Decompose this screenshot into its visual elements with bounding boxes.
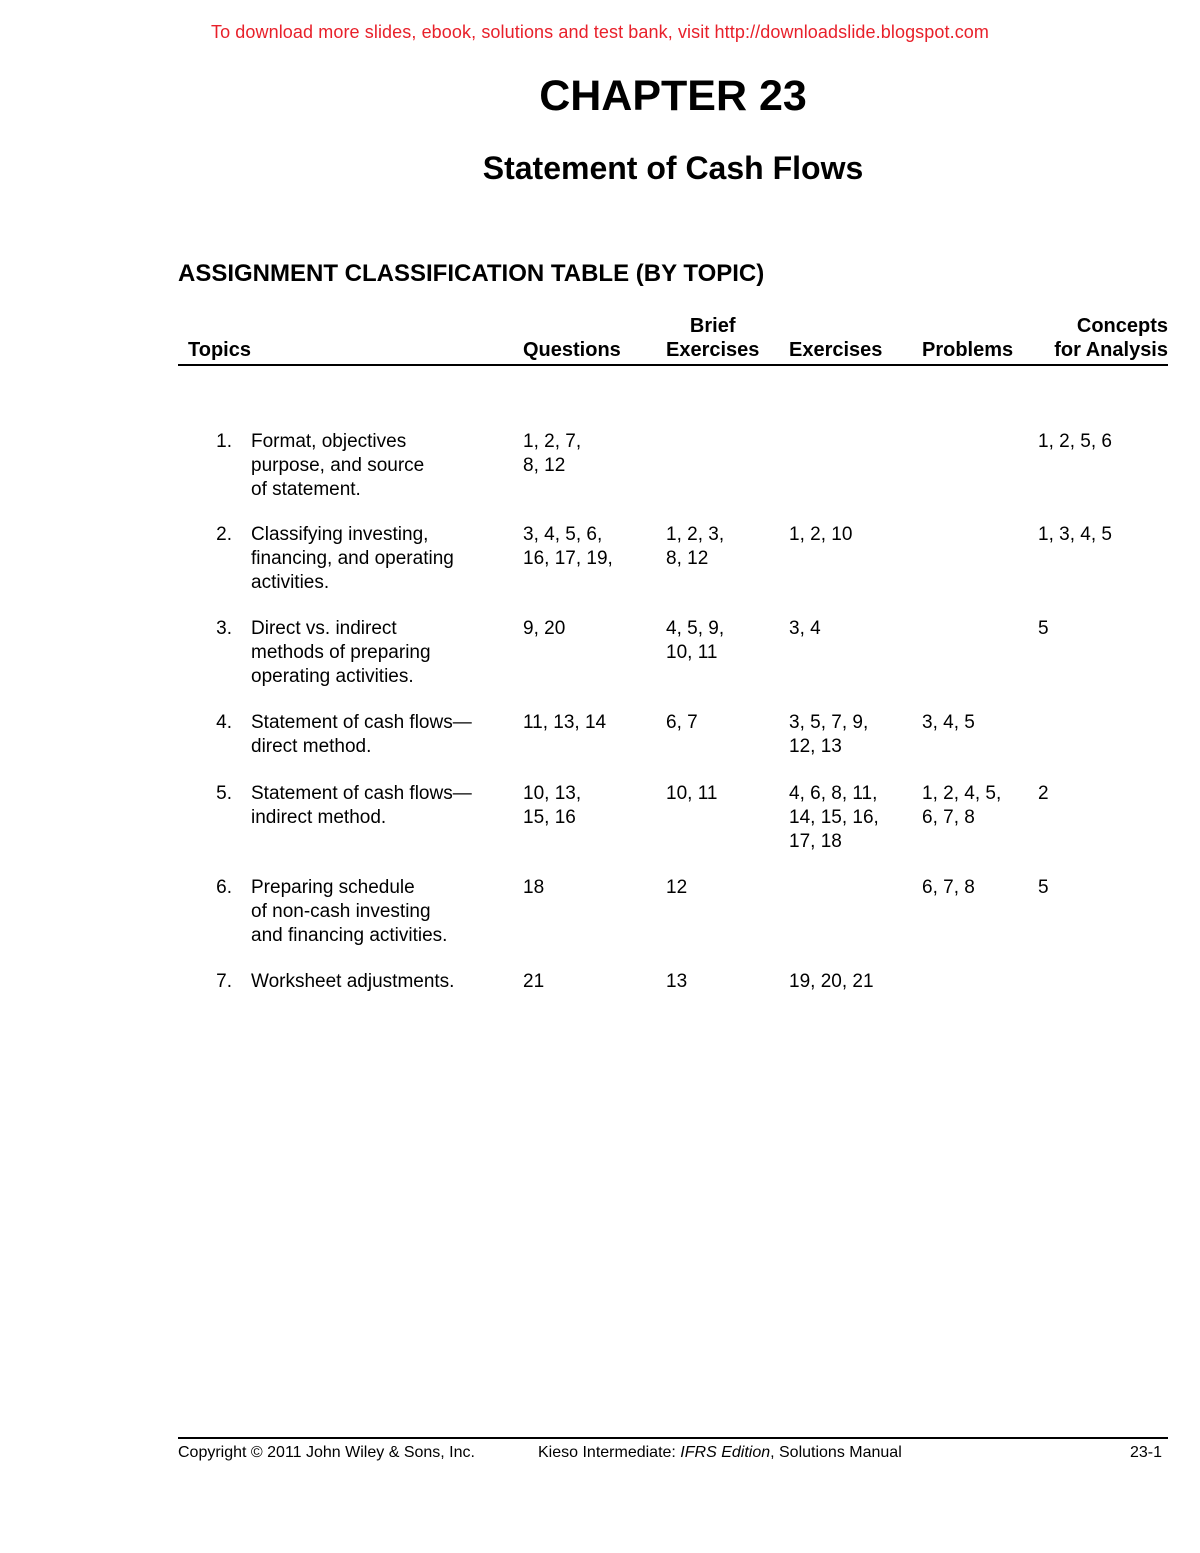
row-concepts: 1, 2, 5, 6 <box>1038 431 1112 452</box>
assignment-classification-table <box>178 312 1168 992</box>
footer-book-edition: IFRS Edition <box>680 1444 771 1461</box>
row-number: 3. <box>216 618 232 639</box>
header-concepts-line1: Concepts <box>1076 315 1168 337</box>
row-number: 1. <box>216 431 232 452</box>
row-topic: Statement of cash flows— direct method. <box>251 712 472 757</box>
section-title: ASSIGNMENT CLASSIFICATION TABLE (BY TOPIC) <box>178 260 765 287</box>
row-concepts: 2 <box>1038 783 1049 804</box>
row-questions: 18 <box>523 877 545 898</box>
row-concepts: 1, 3, 4, 5 <box>1038 524 1112 545</box>
row-problems: 1, 2, 4, 5, 6, 7, 8 <box>922 783 1002 828</box>
chapter-title: CHAPTER 23 <box>539 72 807 120</box>
header-exercises: Exercises <box>789 339 883 361</box>
page-number: 23-1 <box>1129 1444 1162 1461</box>
row-exercises: 4, 6, 8, 11, 14, 15, 16, 17, 18 <box>789 783 879 852</box>
row-number: 6. <box>216 877 232 898</box>
footer-book-prefix: Kieso Intermediate: <box>538 1444 681 1461</box>
row-topic: Preparing schedule of non-cash investing and financing activities. <box>251 877 448 946</box>
header-topics: Topics <box>188 339 251 361</box>
header-concepts-for-analysis <box>1036 314 1168 362</box>
row-problems: 6, 7, 8 <box>922 877 975 898</box>
row-questions: 10, 13, 15, 16 <box>523 783 582 828</box>
row-brief-exercises: 1, 2, 3, 8, 12 <box>666 524 725 569</box>
row-questions: 11, 13, 14 <box>523 712 607 733</box>
footer-copyright: Copyright © 2011 John Wiley & Sons, Inc. <box>178 1444 475 1461</box>
header-questions: Questions <box>523 339 621 361</box>
footer-divider <box>178 1437 1168 1439</box>
row-exercises: 19, 20, 21 <box>789 971 874 992</box>
row-brief-exercises: 4, 5, 9, 10, 11 <box>666 618 725 663</box>
row-topic: Format, objectives purpose, and source of statement. <box>251 431 425 500</box>
row-brief-exercises: 10, 11 <box>666 783 718 804</box>
row-questions: 21 <box>523 971 545 992</box>
footer-book-suffix: , Solutions Manual <box>770 1444 902 1461</box>
row-questions: 3, 4, 5, 6, 16, 17, 19, <box>523 524 613 569</box>
row-problems: 3, 4, 5 <box>922 712 975 733</box>
row-topic: Classifying investing, financing, and operating activities. <box>251 524 454 593</box>
footer-book-title <box>538 1444 902 1462</box>
table-header <box>178 312 1168 366</box>
row-number: 2. <box>216 524 232 545</box>
row-brief-exercises: 12 <box>666 877 688 898</box>
row-number: 4. <box>216 712 232 733</box>
row-topic: Statement of cash flows— indirect method. <box>251 783 472 828</box>
header-concepts-line2: for Analysis <box>1054 339 1168 361</box>
header-brief-line1: Brief <box>689 315 736 337</box>
header-problems: Problems <box>922 339 1014 361</box>
row-exercises: 3, 5, 7, 9, 12, 13 <box>789 712 869 757</box>
header-brief-line2: Exercises <box>666 339 760 361</box>
row-topic: Worksheet adjustments. <box>251 971 455 992</box>
row-brief-exercises: 6, 7 <box>666 712 698 733</box>
row-brief-exercises: 13 <box>666 971 688 992</box>
row-questions: 1, 2, 7, 8, 12 <box>523 431 582 476</box>
row-questions: 9, 20 <box>523 618 566 639</box>
chapter-subtitle: Statement of Cash Flows <box>482 150 864 186</box>
row-exercises: 3, 4 <box>789 618 821 639</box>
download-banner-link[interactable]: To download more slides, ebook, solutions and test bank, visit http://downloadslide.blogspot.com <box>210 22 990 42</box>
row-topic: Direct vs. indirect methods of preparing operating activities. <box>251 618 431 687</box>
row-concepts: 5 <box>1038 618 1049 639</box>
row-exercises: 1, 2, 10 <box>789 524 853 545</box>
row-concepts: 5 <box>1038 877 1049 898</box>
row-number: 7. <box>216 971 232 992</box>
header-brief-exercises <box>666 314 759 362</box>
row-number: 5. <box>216 783 232 804</box>
